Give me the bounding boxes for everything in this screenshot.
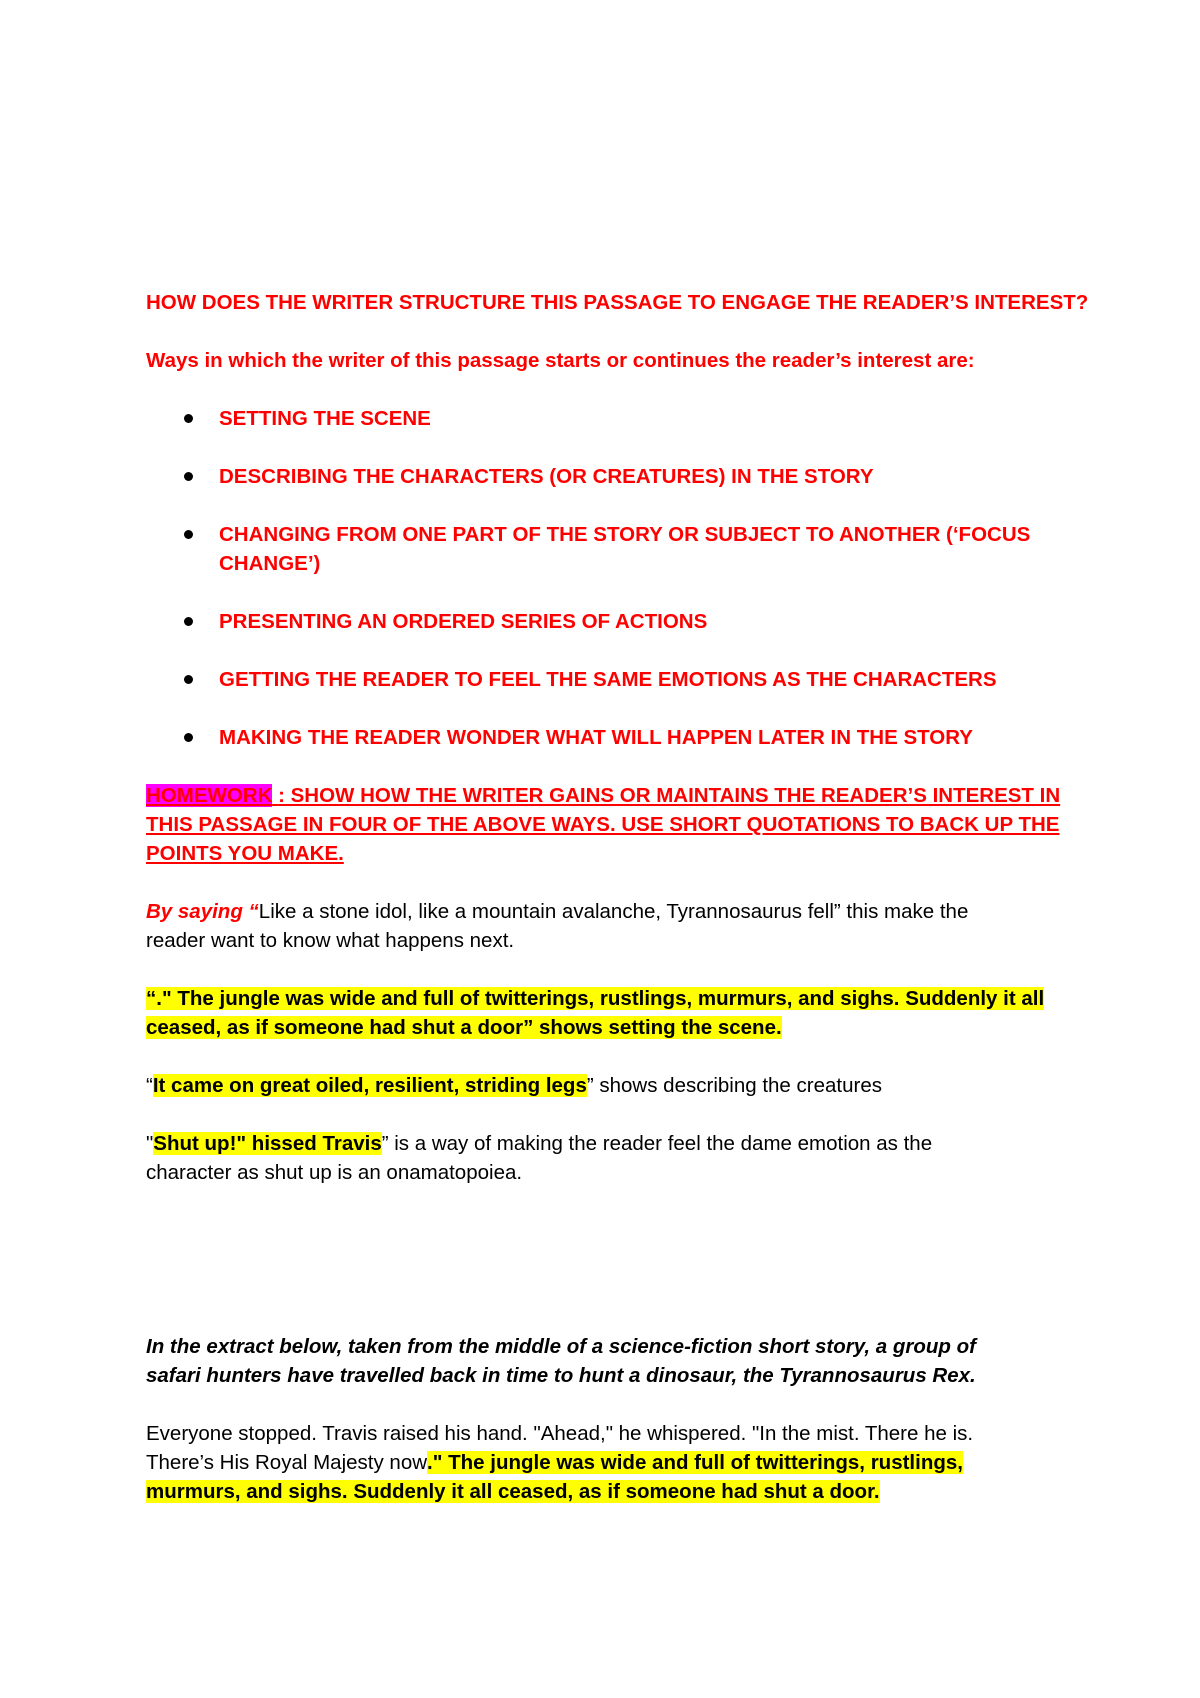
homework-line-1: : SHOW HOW THE WRITER GAINS OR MAINTAINS THE READER’S INTEREST IN — [278, 784, 1061, 807]
answer-2-line-2: ceased, as if someone had shut a door” shows setting the scene. — [146, 1016, 782, 1039]
page-title: HOW DOES THE WRITER STRUCTURE THIS PASSAGE TO ENGAGE THE READER’S INTEREST? — [146, 291, 1089, 314]
answer-1 — [146, 897, 1076, 955]
list-item: PRESENTING AN ORDERED SERIES OF ACTIONS — [146, 607, 1076, 636]
answer-4-line-2: character as shut up is an onamatopoiea. — [146, 1161, 523, 1184]
extract-intro — [146, 1332, 1076, 1390]
extract-intro-line-1: In the extract below, taken from the middle of a science-fiction short story, a group of — [146, 1335, 976, 1358]
list-item: CHANGING FROM ONE PART OF THE STORY OR SUBJECT TO ANOTHER (‘FOCUS CHANGE’) — [146, 520, 1076, 578]
homework-block — [146, 781, 1076, 868]
answer-2 — [146, 984, 1076, 1042]
answer-4: "Shut up!" hissed Travis” is a way of making the reader feel the dame emotion as the character as shut up is an onamatopoiea. — [146, 1129, 1076, 1187]
homework-label: HOMEWORK — [146, 784, 273, 807]
intro-text: Ways in which the writer of this passage starts or continues the reader’s interest are: — [146, 349, 975, 372]
answer-1-prefix: By saying “ — [146, 900, 259, 923]
answer-3-rest: ” shows describing the creatures — [586, 1074, 882, 1097]
list-item: GETTING THE READER TO FEEL THE SAME EMOTIONS AS THE CHARACTERS — [146, 665, 1076, 694]
extract-passage — [146, 1419, 1076, 1506]
bullet-icon — [184, 675, 193, 684]
list-item: DESCRIBING THE CHARACTERS (OR CREATURES) IN THE STORY — [146, 462, 1076, 491]
bullet-icon — [184, 733, 193, 742]
answer-4-rest: ” is a way of making the reader feel the dame emotion as the — [381, 1132, 933, 1155]
answer-1-line-2: reader want to know what happens next. — [146, 929, 515, 952]
extract-intro-line-2: safari hunters have travelled back in time to hunt a dinosaur, the Tyrannosaurus Rex. — [146, 1364, 976, 1387]
answer-2-line-1: “." The jungle was wide and full of twitterings, rustlings, murmurs, and sighs. Suddenly it all — [146, 987, 1045, 1010]
answer-3-quote: It came on great oiled, resilient, striding legs — [152, 1074, 587, 1097]
extract-line-2-plain: There’s His Royal Majesty now — [146, 1451, 428, 1474]
bullet-icon — [184, 617, 193, 626]
list-item: SETTING THE SCENE — [146, 404, 1076, 433]
extract-line-3: murmurs, and sighs. Suddenly it all ceased, as if someone had shut a door. — [146, 1480, 880, 1503]
homework-line-2: THIS PASSAGE IN FOUR OF THE ABOVE WAYS. USE SHORT QUOTATIONS TO BACK UP THE — [146, 813, 1060, 836]
document-page — [146, 288, 1089, 1506]
answer-3: “It came on great oiled, resilient, striding legs” shows describing the creatures — [146, 1074, 882, 1097]
list-item: MAKING THE READER WONDER WHAT WILL HAPPEN LATER IN THE STORY — [146, 723, 1076, 752]
bullet-icon — [184, 530, 193, 539]
bullet-icon — [184, 472, 193, 481]
bullet-icon — [184, 414, 193, 423]
extract-line-2-highlight: ." The jungle was wide and full of twitterings, rustlings, — [427, 1451, 963, 1474]
ways-list — [146, 404, 1076, 752]
extract-line-1: Everyone stopped. Travis raised his hand. "Ahead," he whispered. "In the mist. There he is. — [146, 1422, 974, 1445]
answer-1-line-1: Like a stone idol, like a mountain avalanche, Tyrannosaurus fell” this make the — [258, 900, 969, 923]
homework-line-3: POINTS YOU MAKE. — [146, 842, 344, 865]
answer-4-quote: Shut up!" hissed Travis — [153, 1132, 382, 1155]
